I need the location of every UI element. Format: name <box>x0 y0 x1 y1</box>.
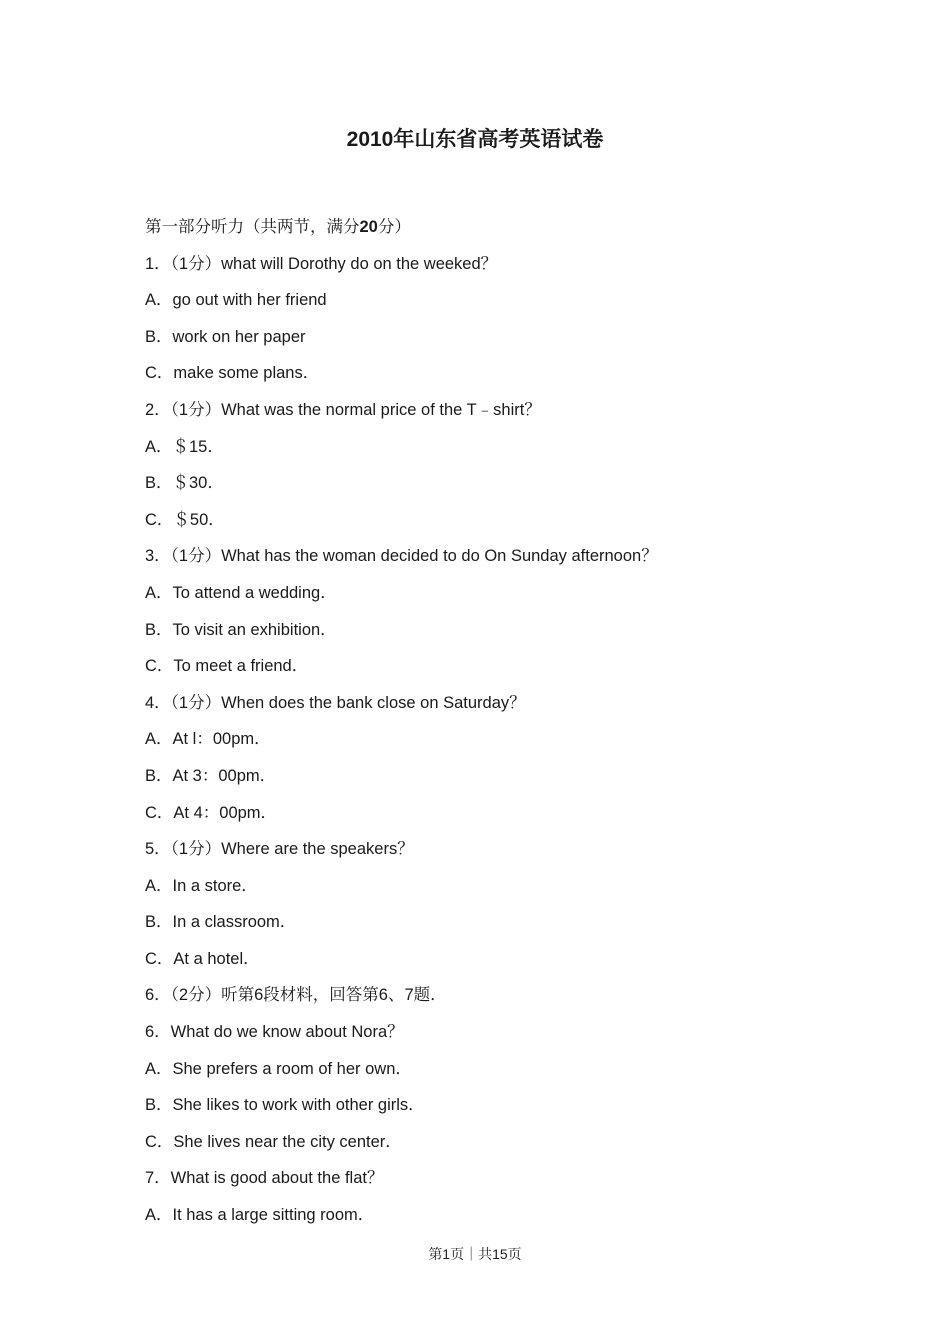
page-footer: 第1页｜共15页 <box>428 1246 522 1262</box>
q2-option-b: B．＄30． <box>145 474 224 493</box>
q5-option-b: B．In a classroom． <box>145 913 297 932</box>
q3-option-b: B．To visit an exhibition． <box>145 620 337 639</box>
q6-option-b: B．She likes to work with other girls． <box>145 1096 425 1115</box>
q6-option-a: A．She prefers a room of her own． <box>145 1059 412 1078</box>
q4-option-b: B．At 3：00pm． <box>145 766 277 785</box>
q5-option-c: C．At a hotel． <box>145 949 260 968</box>
q1-option-c: C．make some plans． <box>145 364 320 383</box>
q4-option-a: A．At l：00pm． <box>145 730 271 749</box>
q3-option-a: A．To attend a wedding． <box>145 583 337 602</box>
q2-option-a: A．＄15． <box>145 437 224 456</box>
section-score: 20 <box>359 218 378 236</box>
section-heading <box>145 209 825 246</box>
q2-option-c: C．＄50． <box>145 510 225 529</box>
q3-option-c: C．To meet a friend． <box>145 657 309 676</box>
question-3: 3．（1分）What has the woman decided to do On Sunday afternoon？ <box>145 547 658 566</box>
q4-option-c: C．At 4：00pm． <box>145 803 278 822</box>
question-6: 6．What do we know about Nora？ <box>145 1023 404 1042</box>
question-7: 7．What is good about the flat？ <box>145 1169 384 1188</box>
exam-content <box>145 209 825 1234</box>
q5-option-a: A．In a store． <box>145 876 258 895</box>
section-heading-suffix: 分） <box>377 218 411 236</box>
section-heading-prefix: 第一部分听力（共两节，满分 <box>145 218 360 236</box>
question-4: 4．（1分）When does the bank close on Saturday？ <box>145 693 526 712</box>
document-title <box>0 124 950 156</box>
title-year: 2010 <box>346 128 394 151</box>
question-2: 2．（1分）What was the normal price of the T﹣shirt？ <box>145 400 541 419</box>
question-1: 1．（1分）what will Dorothy do on the weeked？ <box>145 254 498 273</box>
q1-option-b: B．work on her paper <box>145 327 306 346</box>
question-5: 5．（1分）Where are the speakers？ <box>145 840 414 859</box>
q1-option-a: A．go out with her friend <box>145 291 327 310</box>
title-text: 年山东省高考英语试卷 <box>393 128 604 151</box>
q7-option-a: A．It has a large sitting room． <box>145 1206 375 1225</box>
q6-option-c: C．She lives near the city center． <box>145 1132 402 1151</box>
question-6-instruction: 6．（2分）听第6段材料，回答第6、7题． <box>145 986 447 1005</box>
